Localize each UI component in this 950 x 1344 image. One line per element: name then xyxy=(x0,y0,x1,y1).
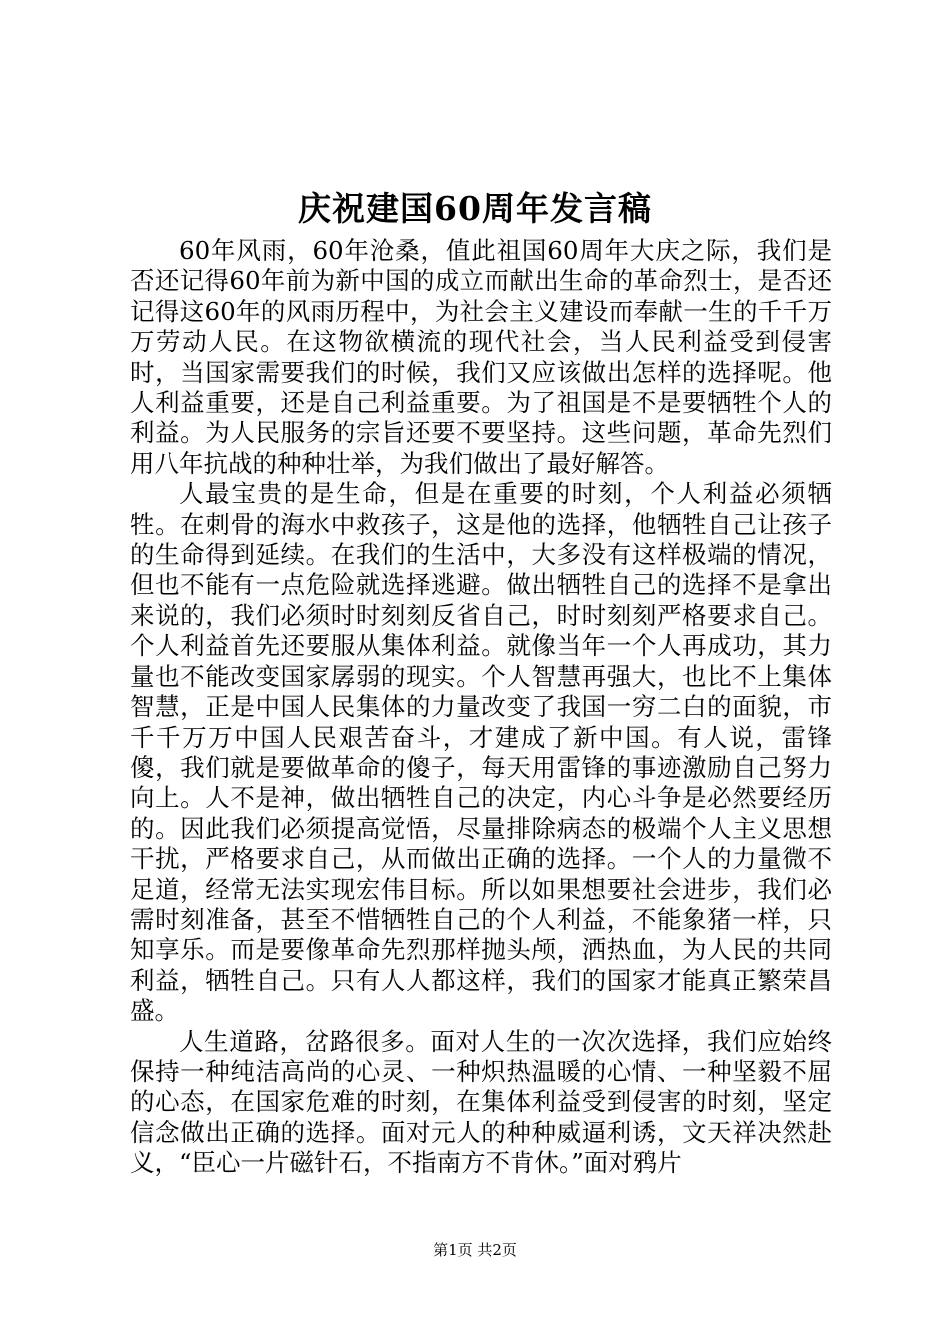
paragraph-2: 人最宝贵的是生命，但是在重要的时刻，个人利益必须牺牲。在刺骨的海水中救孩子，这是他的选择，他牺牲自己让孩子的生命得到延续。在我们的生活中，大多没有这样极端的情况，但也不能有一点危险就选择逃避。做出牺牲自己的选择不是拿出来说的，我们必须时时刻刻反省自己，时时刻刻严格要求自己。个人利益首先还要服从集体利益。就像当年一个人再成功，其力量也不能改变国家孱弱的现实。个人智慧再强大，也比不上集体智慧，正是中国人民集体的力量改变了我国一穷二白的面貌，市千千万万中国人民艰苦奋斗，才建成了新中国。有人说，雷锋傻，我们就是要做革命的傻子，每天用雷锋的事迹激励自己努力向上。人不是神，做出牺牲自己的决定，内心斗争是必然要经历的。因此我们必须提高觉悟，尽量排除病态的极端个人主义思想干扰，严格要求自己，从而做出正确的选择。一个人的力量微不足道，经常无法实现宏伟目标。所以如果想要社会进步，我们必需时刻准备，甚至不惜牺牲自己的个人利益，不能象猪一样，只知享乐。而是要像革命先烈那样抛头颅，洒热血，为人民的共同利益，牺牲自己。只有人人都这样，我们的国家才能真正繁荣昌盛。 xyxy=(130,479,832,1026)
page-number-label: 第1页 共2页 xyxy=(433,1241,517,1259)
document-body xyxy=(130,236,832,1179)
paragraph-3: 人生道路，岔路很多。面对人生的一次次选择，我们应始终保持一种纯洁高尚的心灵、一种炽热温暖的心情、一种坚毅不屈的心态，在国家危难的时刻，在集体利益受到侵害的时刻，坚定信念做出正确的选择。面对元人的种种威逼利诱，文天祥决然赴义，“臣心一片磁针石，不指南方不肯休。”面对鸦片 xyxy=(130,1026,832,1178)
page-footer xyxy=(0,1240,950,1260)
paragraph-1: 60年风雨，60年沧桑，值此祖国60周年大庆之际，我们是否还记得60年前为新中国的成立而献出生命的革命烈士，是否还记得这60年的风雨历程中，为社会主义建设而奉献一生的千千万万劳动人民。在这物欲横流的现代社会，当人民利益受到侵害时，当国家需要我们的时候，我们又应该做出怎样的选择呢。他人利益重要，还是自己利益重要。为了祖国是不是要牺牲个人的利益。为人民服务的宗旨还要不要坚持。这些问题，革命先烈们用八年抗战的种种壮举，为我们做出了最好解答。 xyxy=(130,236,832,478)
document-title: 庆祝建国60周年发言稿 xyxy=(298,189,652,228)
